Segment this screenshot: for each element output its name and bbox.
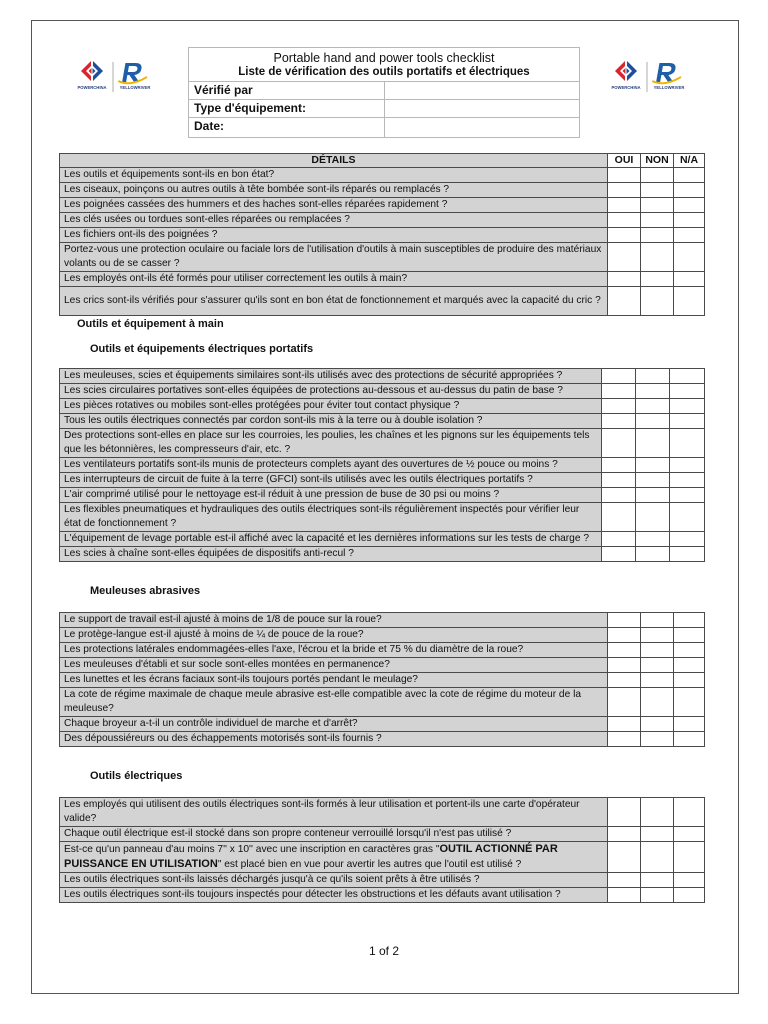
- question-text: Chaque broyeur a-t-il un contrôle individuel de marche et d'arrêt?: [60, 717, 608, 732]
- na-answer-cell: [674, 643, 705, 658]
- non-answer-cell: [636, 547, 670, 562]
- oui-answer-cell: [608, 888, 641, 903]
- field-row-verified-by: [189, 82, 579, 100]
- details-column-header: DÉTAILS: [60, 154, 608, 168]
- non-answer-cell: [641, 888, 674, 903]
- table-header-row: [60, 154, 705, 168]
- checklist-row: [60, 384, 705, 399]
- na-answer-cell: [674, 673, 705, 688]
- question-text: Les protections latérales endommagées-elles l'axe, l'écrou et la bride et 75 % du diamètre de la roue?: [60, 643, 608, 658]
- na-answer-cell: [674, 628, 705, 643]
- oui-answer-cell: [608, 643, 641, 658]
- question-text: Les outils électriques sont-ils laissés déchargés jusqu'à ce qu'ils soient prêts à être utilisés ?: [60, 873, 608, 888]
- question-text: Le protège-langue est-il ajusté à moins de ¼ de pouce de la roue?: [60, 628, 608, 643]
- question-text: Les lunettes et les écrans faciaux sont-ils toujours portés pendant le meulage?: [60, 673, 608, 688]
- checklist-row: [60, 842, 705, 873]
- oui-answer-cell: [602, 399, 636, 414]
- field-value: [385, 100, 579, 117]
- non-answer-cell: [636, 414, 670, 429]
- non-answer-cell: [636, 503, 670, 532]
- question-text: Les pièces rotatives ou mobiles sont-elles protégées pour éviter tout contact physique ?: [60, 399, 602, 414]
- non-answer-cell: [641, 873, 674, 888]
- company-logos-right: [610, 60, 692, 94]
- na-column-header: N/A: [674, 154, 705, 168]
- non-answer-cell: [636, 399, 670, 414]
- non-answer-cell: [636, 473, 670, 488]
- checklist-row: [60, 532, 705, 547]
- na-answer-cell: [674, 732, 705, 747]
- oui-answer-cell: [602, 547, 636, 562]
- question-text: Les interrupteurs de circuit de fuite à la terre (GFCI) sont-ils utilisés avec les outils électriques portatifs ?: [60, 473, 602, 488]
- non-column-header: NON: [641, 154, 674, 168]
- oui-answer-cell: [608, 228, 641, 243]
- checklist-row: [60, 399, 705, 414]
- non-answer-cell: [641, 613, 674, 628]
- non-answer-cell: [641, 732, 674, 747]
- non-answer-cell: [641, 272, 674, 287]
- oui-answer-cell: [608, 827, 641, 842]
- oui-answer-cell: [608, 798, 641, 827]
- general-checklist-table: [59, 153, 705, 316]
- checklist-row: [60, 673, 705, 688]
- question-text: Les crics sont-ils vérifiés pour s'assurer qu'ils sont en bon état de fonctionnement et marqués avec la capacité du cric ?: [60, 287, 608, 316]
- non-answer-cell: [641, 673, 674, 688]
- field-label: Date:: [189, 118, 385, 137]
- na-answer-cell: [674, 658, 705, 673]
- oui-answer-cell: [608, 688, 641, 717]
- non-answer-cell: [641, 168, 674, 183]
- oui-answer-cell: [602, 414, 636, 429]
- section-heading-power-tools: Outils électriques: [90, 770, 183, 782]
- oui-answer-cell: [608, 287, 641, 316]
- oui-answer-cell: [602, 473, 636, 488]
- question-text: Les ciseaux, poinçons ou autres outils à tête bombée sont-ils réparés ou remplacés ?: [60, 183, 608, 198]
- na-answer-cell: [674, 228, 705, 243]
- na-answer-cell: [674, 243, 705, 272]
- question-text: Les employés qui utilisent des outils électriques sont-ils formés à leur utilisation et portent-ils une carte d'opérateur valide?: [60, 798, 608, 827]
- section-heading-portable-power-tools: Outils et équipements électriques portatifs: [90, 343, 314, 355]
- question-text: Les meuleuses, scies et équipements similaires sont-ils utilisés avec des protections de sécurité appropriées ?: [60, 369, 602, 384]
- question-text: Les scies à chaîne sont-elles équipées de dispositifs anti-recul ?: [60, 547, 602, 562]
- powerchina-wordmark: POWERCHINA: [611, 85, 641, 90]
- na-answer-cell: [670, 414, 705, 429]
- question-text: Portez-vous une protection oculaire ou faciale lors de l'utilisation d'outils à main susceptibles de produire des matériaux volants ou de se casser ?: [60, 243, 608, 272]
- na-answer-cell: [674, 183, 705, 198]
- oui-answer-cell: [608, 658, 641, 673]
- section-heading-hand-tools: Outils et équipement à main: [77, 318, 224, 330]
- non-answer-cell: [641, 228, 674, 243]
- oui-answer-cell: [602, 503, 636, 532]
- checklist-row: [60, 272, 705, 287]
- oui-answer-cell: [608, 168, 641, 183]
- field-value: [385, 82, 579, 99]
- question-text: L'équipement de levage portable est-il affiché avec la capacité et les dernières informations sur les tests de charge ?: [60, 532, 602, 547]
- na-answer-cell: [670, 399, 705, 414]
- checklist-row: [60, 228, 705, 243]
- na-answer-cell: [674, 873, 705, 888]
- checklist-row: [60, 488, 705, 503]
- question-text: Les meuleuses d'établi et sur socle sont-elles montées en permanence?: [60, 658, 608, 673]
- question-text: Les poignées cassées des hummers et des haches sont-elles réparées rapidement ?: [60, 198, 608, 213]
- na-answer-cell: [670, 369, 705, 384]
- question-text: Chaque outil électrique est-il stocké dans son propre conteneur verrouillé lorsqu'il n'est pas utilisé ?: [60, 827, 608, 842]
- company-logos-left: [76, 60, 158, 94]
- checklist-row: [60, 613, 705, 628]
- question-text: Les outils et équipements sont-ils en bon état?: [60, 168, 608, 183]
- checklist-row: [60, 732, 705, 747]
- checklist-row: [60, 458, 705, 473]
- checklist-row: [60, 429, 705, 458]
- title-french: Liste de vérification des outils portatifs et électriques: [238, 66, 530, 78]
- checklist-row: [60, 473, 705, 488]
- question-text: La cote de régime maximale de chaque meule abrasive est-elle compatible avec la cote de régime du moteur de la meuleuse?: [60, 688, 608, 717]
- abrasive-grinders-table: [59, 612, 705, 747]
- na-answer-cell: [670, 429, 705, 458]
- yellowriver-logo-icon: [118, 63, 150, 83]
- na-answer-cell: [670, 532, 705, 547]
- oui-answer-cell: [608, 673, 641, 688]
- checklist-row: [60, 287, 705, 316]
- emphasized-sign-text: OUTIL ACTIONNÉ PAR PUISSANCE EN UTILISATION: [64, 843, 558, 870]
- na-answer-cell: [674, 168, 705, 183]
- non-answer-cell: [641, 628, 674, 643]
- oui-answer-cell: [602, 488, 636, 503]
- question-text: L'air comprimé utilisé pour le nettoyage est-il réduit à une pression de buse de 30 psi ou moins ?: [60, 488, 602, 503]
- oui-answer-cell: [602, 458, 636, 473]
- na-answer-cell: [674, 287, 705, 316]
- na-answer-cell: [674, 798, 705, 827]
- na-answer-cell: [674, 888, 705, 903]
- oui-answer-cell: [602, 429, 636, 458]
- question-text-part: " est placé bien en vue pour avertir les autres que l'outil est utilisé ?: [217, 859, 522, 870]
- oui-answer-cell: [608, 213, 641, 228]
- checklist-row: [60, 628, 705, 643]
- checklist-row: [60, 183, 705, 198]
- question-text: Les clés usées ou tordues sont-elles réparées ou remplacées ?: [60, 213, 608, 228]
- non-answer-cell: [636, 384, 670, 399]
- na-answer-cell: [674, 688, 705, 717]
- non-answer-cell: [641, 717, 674, 732]
- yellowriver-wordmark: YELLOWRIVER: [653, 85, 685, 90]
- field-value: [385, 118, 579, 137]
- oui-column-header: OUI: [608, 154, 641, 168]
- section-heading-abrasive-grinders: Meuleuses abrasives: [90, 585, 201, 597]
- checklist-row: [60, 873, 705, 888]
- na-answer-cell: [670, 547, 705, 562]
- portable-power-tools-table: [59, 368, 705, 562]
- question-text: Les employés ont-ils été formés pour utiliser correctement les outils à main?: [60, 272, 608, 287]
- oui-answer-cell: [602, 369, 636, 384]
- field-label: Vérifié par: [189, 82, 385, 99]
- non-answer-cell: [641, 243, 674, 272]
- non-answer-cell: [641, 198, 674, 213]
- non-answer-cell: [641, 183, 674, 198]
- checklist-row: [60, 243, 705, 272]
- question-text: Le support de travail est-il ajusté à moins de 1/8 de pouce sur la roue?: [60, 613, 608, 628]
- oui-answer-cell: [608, 717, 641, 732]
- non-answer-cell: [641, 827, 674, 842]
- field-row-date: [189, 118, 579, 137]
- question-text: Les outils électriques sont-ils toujours inspectés pour détecter les obstructions et les défauts avant utilisation ?: [60, 888, 608, 903]
- oui-answer-cell: [608, 613, 641, 628]
- na-answer-cell: [674, 198, 705, 213]
- na-answer-cell: [674, 613, 705, 628]
- field-row-equipment-type: [189, 100, 579, 118]
- non-answer-cell: [641, 658, 674, 673]
- non-answer-cell: [641, 287, 674, 316]
- non-answer-cell: [641, 842, 674, 873]
- question-text: Les scies circulaires portatives sont-elles équipées de protections au-dessous et au-dessus du patin de base ?: [60, 384, 602, 399]
- oui-answer-cell: [602, 384, 636, 399]
- non-answer-cell: [636, 488, 670, 503]
- checklist-row: [60, 503, 705, 532]
- oui-answer-cell: [602, 532, 636, 547]
- checklist-row: [60, 658, 705, 673]
- non-answer-cell: [636, 429, 670, 458]
- field-label: Type d'équipement:: [189, 100, 385, 117]
- checklist-row: [60, 798, 705, 827]
- oui-answer-cell: [608, 198, 641, 213]
- non-answer-cell: [641, 798, 674, 827]
- checklist-row: [60, 547, 705, 562]
- na-answer-cell: [674, 827, 705, 842]
- powerchina-logo-icon: [81, 61, 103, 81]
- checklist-row: [60, 717, 705, 732]
- checklist-row: [60, 369, 705, 384]
- oui-answer-cell: [608, 243, 641, 272]
- non-answer-cell: [641, 643, 674, 658]
- question-text: [60, 842, 608, 873]
- yellowriver-wordmark: YELLOWRIVER: [119, 85, 151, 90]
- header-table: [188, 47, 580, 138]
- yellowriver-logo-icon: [652, 63, 684, 83]
- question-text: Des protections sont-elles en place sur les courroies, les poulies, les chaînes et les pignons sur les équipements tels que les bétonnières, les compresseurs d'air, etc. ?: [60, 429, 602, 458]
- checklist-row: [60, 827, 705, 842]
- oui-answer-cell: [608, 183, 641, 198]
- checklist-row: [60, 168, 705, 183]
- na-answer-cell: [670, 473, 705, 488]
- checklist-row: [60, 198, 705, 213]
- non-answer-cell: [636, 369, 670, 384]
- na-answer-cell: [674, 842, 705, 873]
- non-answer-cell: [636, 532, 670, 547]
- oui-answer-cell: [608, 873, 641, 888]
- question-text-part: Est-ce qu'un panneau d'au moins 7'' x 10'' avec une inscription en caractères gras ": [64, 844, 440, 855]
- title-english: Portable hand and power tools checklist: [273, 51, 495, 65]
- powerchina-wordmark: POWERCHINA: [77, 85, 107, 90]
- na-answer-cell: [670, 458, 705, 473]
- na-answer-cell: [670, 503, 705, 532]
- page-number: 1 of 2: [368, 944, 400, 958]
- na-answer-cell: [670, 488, 705, 503]
- oui-answer-cell: [608, 842, 641, 873]
- na-answer-cell: [674, 717, 705, 732]
- powerchina-logo-icon: [615, 61, 637, 81]
- non-answer-cell: [636, 458, 670, 473]
- oui-answer-cell: [608, 272, 641, 287]
- na-answer-cell: [674, 272, 705, 287]
- question-text: Les fichiers ont-ils des poignées ?: [60, 228, 608, 243]
- question-text: Les ventilateurs portatifs sont-ils munis de protecteurs complets ayant des ouvertures de ½ pouce ou moins ?: [60, 458, 602, 473]
- na-answer-cell: [674, 213, 705, 228]
- checklist-row: [60, 213, 705, 228]
- oui-answer-cell: [608, 732, 641, 747]
- non-answer-cell: [641, 688, 674, 717]
- question-text: Des dépoussiéreurs ou des échappements motorisés sont-ils fournis ?: [60, 732, 608, 747]
- question-text: Les flexibles pneumatiques et hydrauliques des outils électriques sont-ils régulièrement inspectés pour vérifier leur état de fonctionnement ?: [60, 503, 602, 532]
- na-answer-cell: [670, 384, 705, 399]
- non-answer-cell: [641, 213, 674, 228]
- oui-answer-cell: [608, 628, 641, 643]
- checklist-row: [60, 688, 705, 717]
- header-title-cell: [189, 48, 579, 82]
- checklist-row: [60, 888, 705, 903]
- checklist-row: [60, 643, 705, 658]
- checklist-row: [60, 414, 705, 429]
- power-tools-table: [59, 797, 705, 903]
- question-text: Tous les outils électriques connectés par cordon sont-ils mis à la terre ou à double isolation ?: [60, 414, 602, 429]
